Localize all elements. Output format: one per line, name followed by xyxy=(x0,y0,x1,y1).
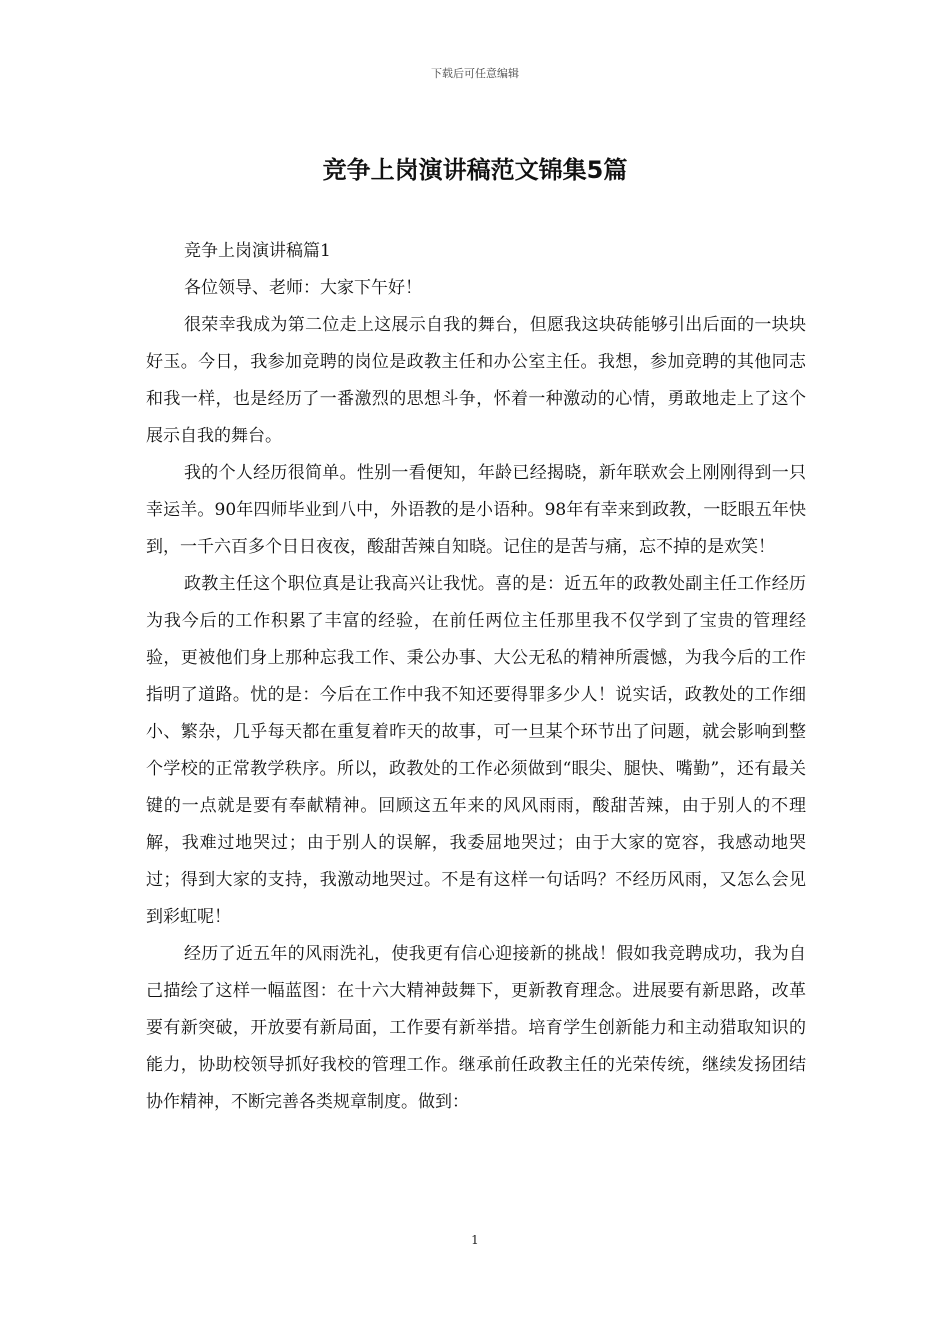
document-title: 竞争上岗演讲稿范文锦集5篇 xyxy=(322,156,628,184)
body-paragraph: 政教主任这个职位真是让我高兴让我忧。喜的是：近五年的政教处副主任工作经历为我今后的工作积累了丰富的经验，在前任两位主任那里我不仅学到了宝贵的管理经验，更被他们身上那种忘我工作、秉公办事、大公无私的精神所震憾，为我今后的工作指明了道路。忧的是：今后在工作中我不知还要得罪多少人！说实话，政教处的工作细小、繁杂，几乎每天都在重复着昨天的故事，可一旦某个环节出了问题，就会影响到整个学校的正常教学秩序。所以，政教处的工作必须做到“眼尖、腿快、嘴勤”，还有最关键的一点就是要有奉献精神。回顾这五年来的风风雨雨，酸甜苦辣，由于别人的不理解，我难过地哭过；由于别人的误解，我委屈地哭过；由于大家的宽容，我感动地哭过；得到大家的支持，我激动地哭过。不是有这样一句话吗？不经历风雨，又怎么会见到彩虹呢！ xyxy=(146,574,806,927)
document-body xyxy=(146,233,806,1121)
greeting-paragraph: 各位领导、老师：大家下午好！ xyxy=(184,278,422,298)
body-paragraph: 我的个人经历很简单。性别一看便知，年龄已经揭晓，新年联欢会上刚刚得到一只幸运羊。90年四师毕业到八中，外语教的是小语种。98年有幸来到政教，一眨眼五年快到，一千六百多个日日夜夜，酸甜苦辣自知晓。记住的是苦与痛，忘不掉的是欢笑！ xyxy=(146,463,806,557)
section-heading: 竞争上岗演讲稿篇1 xyxy=(184,241,331,261)
body-paragraph: 经历了近五年的风雨洗礼，使我更有信心迎接新的挑战！假如我竞聘成功，我为自己描绘了这样一幅蓝图：在十六大精神鼓舞下，更新教育理念。进展要有新思路，改革要有新突破，开放要有新局面，工作要有新举措。培育学生创新能力和主动猎取知识的能力，协助校领导抓好我校的管理工作。继承前任政教主任的光荣传统，继续发扬团结协作精神，不断完善各类规章制度。做到： xyxy=(146,944,806,1112)
page-header-note: 下载后可任意编辑 xyxy=(431,67,519,80)
body-paragraph: 很荣幸我成为第二位走上这展示自我的舞台，但愿我这块砖能够引出后面的一块块好玉。今日，我参加竞聘的岗位是政教主任和办公室主任。我想，参加竞聘的其他同志和我一样，也是经历了一番激烈的思想斗争，怀着一种激动的心情，勇敢地走上了这个展示自我的舞台。 xyxy=(146,315,806,446)
page-number: 1 xyxy=(471,1233,479,1247)
